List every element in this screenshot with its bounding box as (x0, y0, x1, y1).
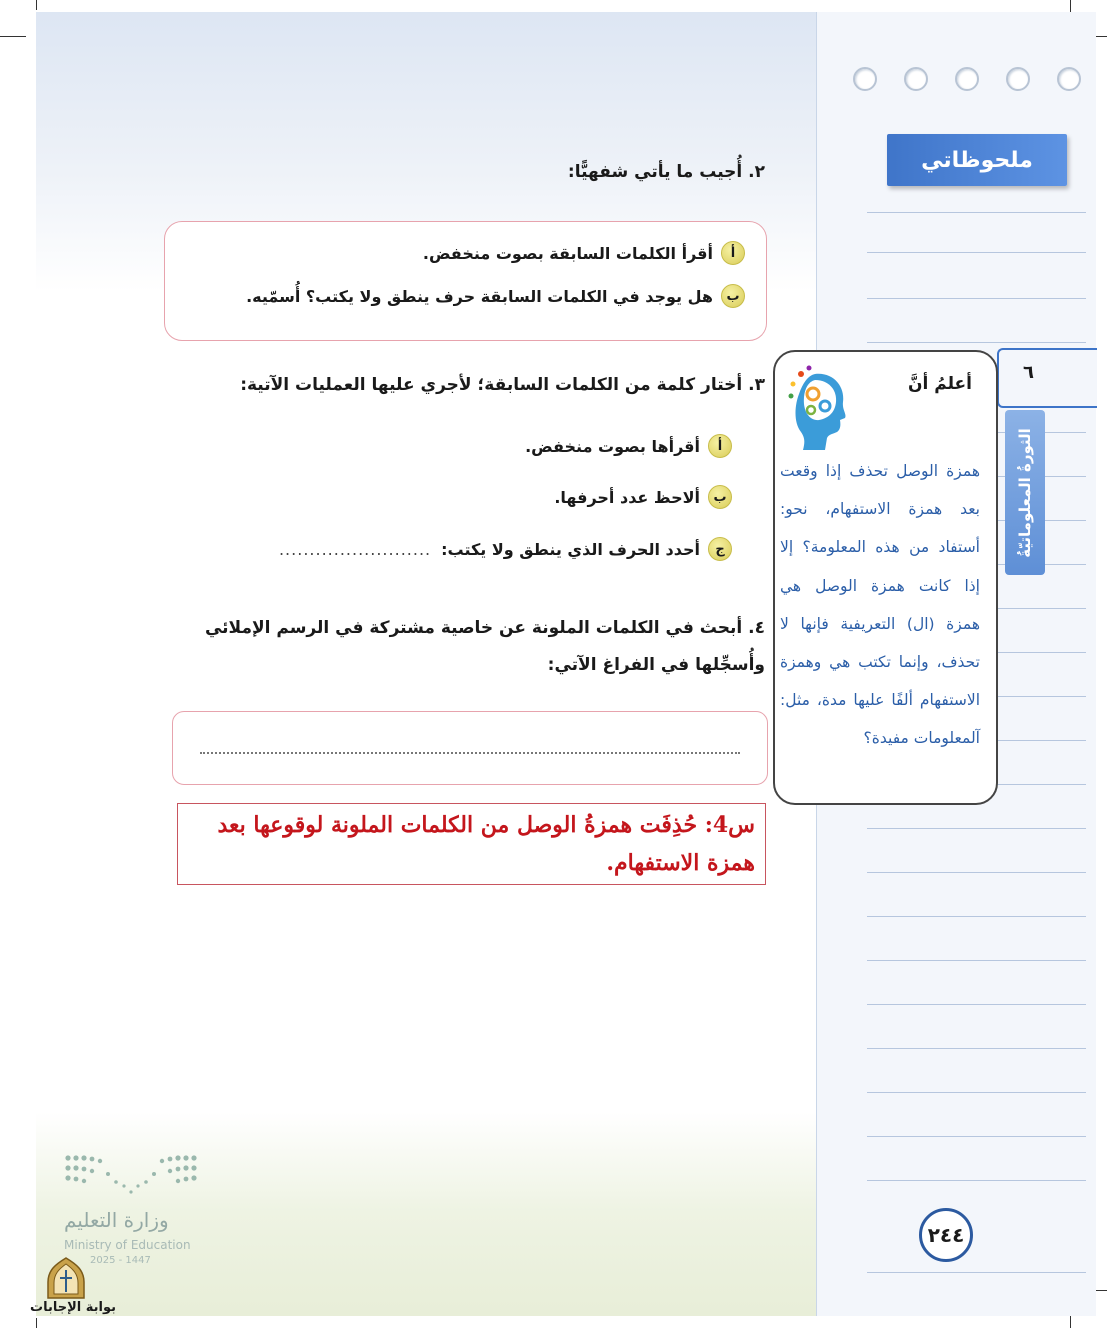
binder-ring (904, 67, 928, 91)
unit-title-tab (1005, 410, 1045, 575)
note-line (867, 960, 1086, 961)
item-text: ألاحظ عدد أحرفها. (554, 487, 700, 507)
unit-title: الثورةُ المعلوماتيّةُ (1016, 427, 1034, 558)
crop-mark (0, 36, 26, 37)
ministry-logo-icon (62, 1150, 202, 1202)
question-2-heading: ٢. أُجيب ما يأتي شفهيًّا: (567, 162, 765, 182)
answer-dots: ......................... (278, 539, 432, 559)
note-line (867, 298, 1086, 299)
note-line (867, 872, 1086, 873)
binder-ring (1006, 67, 1030, 91)
did-you-know-box (773, 350, 998, 805)
binder-ring (1057, 67, 1081, 91)
ministry-name-english: Ministry of Education (64, 1238, 191, 1252)
question-4-line-2: وأُسجِّلها في الفراغ الآتي: (547, 655, 765, 675)
question-3-heading: ٣. أختار كلمة من الكلمات السابقة؛ لأجري عليها العمليات الآتية: (240, 375, 765, 395)
note-line (867, 1092, 1086, 1093)
question-3-item-a (525, 434, 732, 458)
ministry-name-arabic: وزارة التعليم (64, 1208, 169, 1232)
binder-ring (853, 67, 877, 91)
note-line (867, 212, 1086, 213)
page-number: ٢٤٤ (919, 1208, 973, 1262)
note-line (867, 1180, 1086, 1181)
ministry-year: 2025 - 1447 (90, 1255, 151, 1266)
item-text: أقرأها بصوت منخفض. (525, 436, 700, 456)
note-line (867, 1048, 1086, 1049)
question-2-item-b (246, 284, 745, 308)
answer-box: س4: حُذِفَت همزةُ الوصل من الكلمات الملونة لوقوعها بعد همزة الاستفهام. (177, 803, 766, 885)
brain-gears-icon (785, 364, 849, 452)
item-text: هل يوجد في الكلمات السابقة حرف ينطق ولا يكتب؟ أُسمّيه. (246, 286, 713, 306)
portal-watermark-text: بوابة الإجابات (30, 1300, 116, 1315)
answer-dotted-line (200, 752, 740, 754)
binder-ring (955, 67, 979, 91)
note-line (867, 252, 1086, 253)
crop-mark (36, 1318, 37, 1328)
note-line (867, 828, 1086, 829)
note-line (867, 1004, 1086, 1005)
note-line (867, 342, 1086, 343)
letter-badge: ج (708, 537, 732, 561)
letter-badge: ب (721, 284, 745, 308)
letter-badge: ب (708, 485, 732, 509)
question-3-item-b (554, 485, 732, 509)
did-you-know-text: همزة الوصل تحذف إذا وقعت بعد همزة الاستفهام، نحو: أستفاد من هذه المعلومة؟ إلا إذا كانت همزة الوصل هي همزة (ال) التعريفية فإنها لا تحذف، وإنما تكتب هي وهمزة الاستفهام ألفًا عليها مدة، مثل: آلمعلومات مفيدة؟ (780, 462, 980, 748)
portal-logo-icon (44, 1256, 88, 1300)
question-4-answer-box (172, 711, 768, 785)
letter-badge: أ (708, 434, 732, 458)
note-line (867, 1272, 1086, 1273)
question-2-item-a (423, 241, 745, 265)
note-line (867, 916, 1086, 917)
question-4-line-1: ٤. أبحث في الكلمات الملونة عن خاصية مشتركة في الرسم الإملائي (204, 618, 765, 638)
question-3-item-c (279, 537, 732, 561)
unit-box (997, 348, 1097, 408)
letter-badge: أ (721, 241, 745, 265)
item-text: أحدد الحرف الذي ينطق ولا يكتب: (441, 539, 700, 559)
item-text: أقرأ الكلمات السابقة بصوت منخفض. (422, 243, 713, 263)
crop-mark (36, 0, 37, 10)
note-line (867, 1136, 1086, 1137)
did-you-know-title: أعلمُ أنَّ (908, 374, 972, 394)
question-2-box (164, 221, 767, 341)
unit-number: ٦ (1023, 362, 1034, 383)
notes-title: ملحوظاتي (887, 134, 1067, 186)
